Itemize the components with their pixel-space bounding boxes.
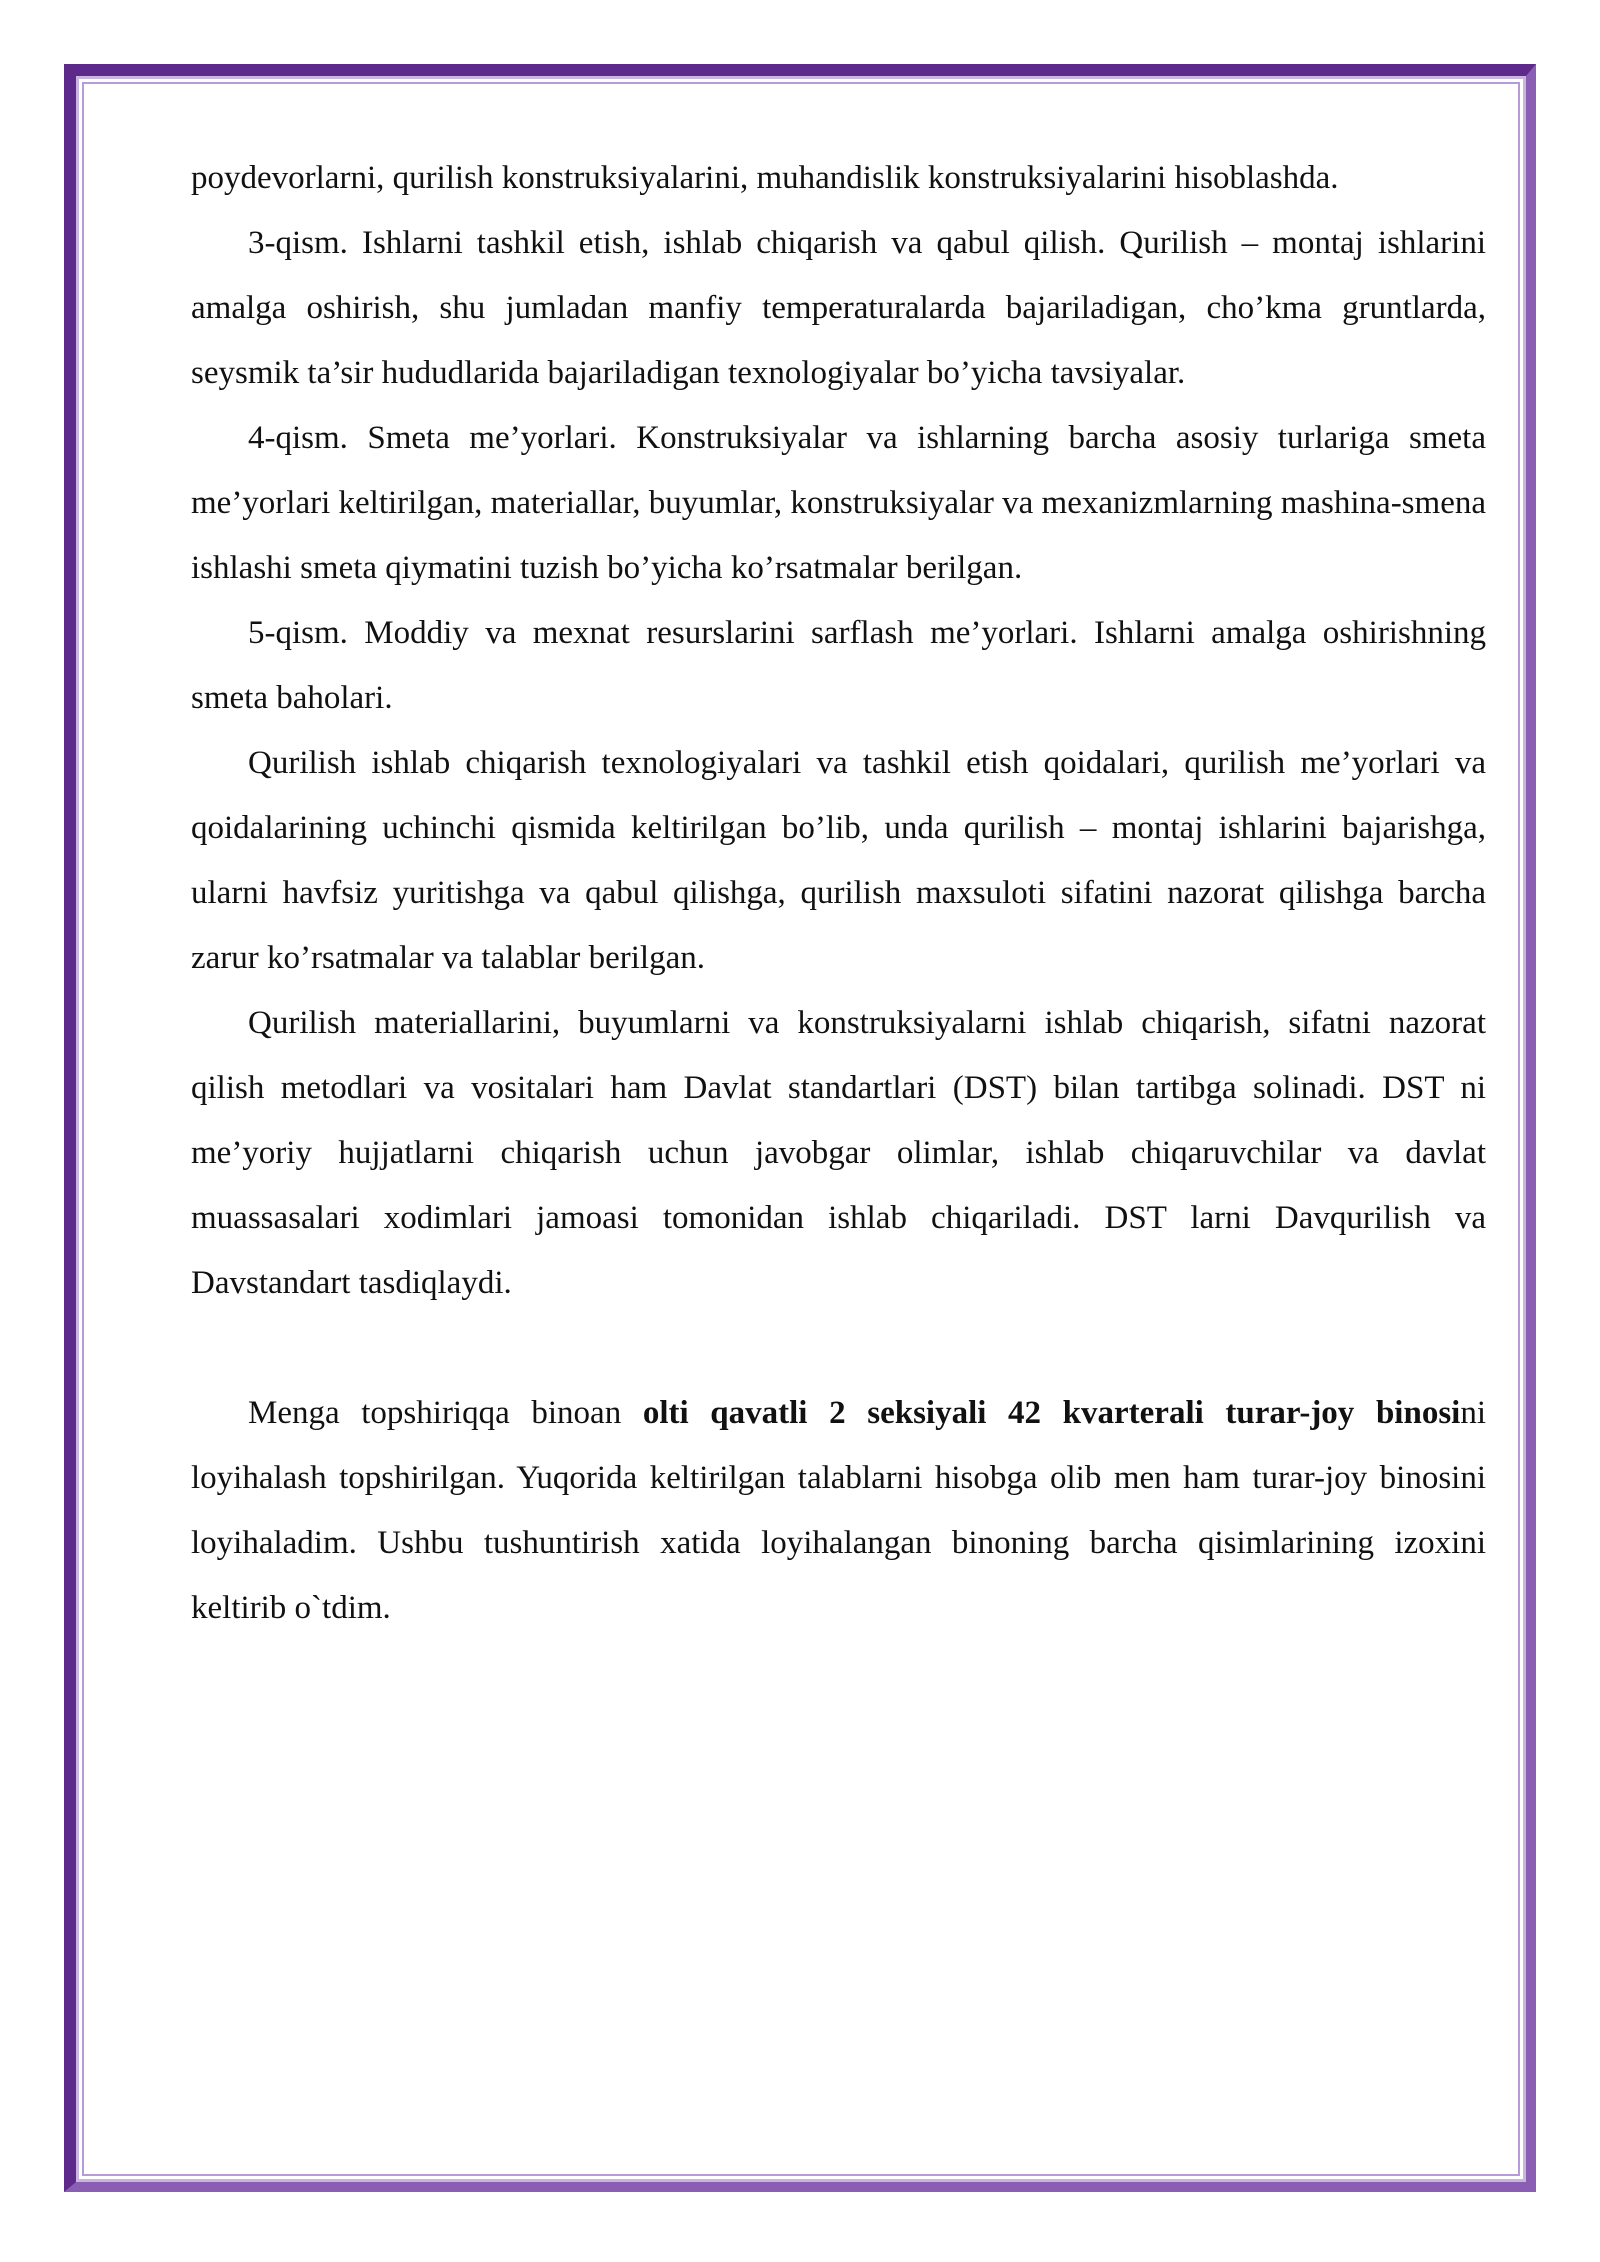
assignment-rest-text: ni loyihalash topshirilgan. Yuqorida keltirilgan talablarni hisobga olib men ham turar-joy binosini loyihaladim. Ushbu tushuntirish xatida loyihalangan binoning barcha qisimlarining izoxini keltirib o`tdim. [191, 1395, 1486, 1626]
assignment-intro-text: Menga topshiriqqa binoan [248, 1395, 643, 1431]
paragraph-continuation: poydevorlarni, qurilish konstruksiyalarini, muhandislik konstruksiyalarini hisoblashda. [191, 160, 1339, 196]
document-body [191, 146, 1486, 1641]
paragraph-spacer [191, 1316, 1486, 1381]
paragraph-state-standards: Qurilish materiallarini, buyumlarni va konstruksiyalarni ishlab chiqarish, sifatni nazorat qilish metodlari va vositalari ham Davlat standartlari (DST) bilan tartibga solinadi. DST ni me’yoriy hujjatlarni chiqarish uchun javobgar olimlar, ishlab chiqaruvchilar va davlat muassasalari xodimlari jamoasi tomonidan ishlab chiqariladi. DST larni Davqurilish va Davstandart tasdiqlaydi. [191, 1005, 1486, 1301]
assignment-bold-text: olti qavatli 2 seksiyali 42 kvarterali turar-joy binosi [642, 1395, 1461, 1431]
paragraph-part-4: 4-qism. Smeta me’yorlari. Konstruksiyalar va ishlarning barcha asosiy turlariga smeta me’yorlari keltirilgan, materiallar, buyumlar, konstruksiyalar va mexanizmlarning mashina-smena ishlashi smeta qiymatini tuzish bo’yicha ko’rsatmalar berilgan. [191, 420, 1486, 586]
paragraph-part-3: 3-qism. Ishlarni tashkil etish, ishlab chiqarish va qabul qilish. Qurilish – montaj ishlarini amalga oshirish, shu jumladan manfiy temperaturalarda bajariladigan, cho’kma gruntlarda, seysmik ta’sir hududlarida bajariladigan texnologiyalar bo’yicha tavsiyalar. [191, 225, 1486, 391]
paragraph-part-5: 5-qism. Moddiy va mexnat resurslarini sarflash me’yorlari. Ishlarni amalga oshirishning smeta baholari. [191, 615, 1486, 716]
paragraph-technology-rules: Qurilish ishlab chiqarish texnologiyalari va tashkil etish qoidalari, qurilish me’yorlari va qoidalarining uchinchi qismida keltirilgan bo’lib, unda qurilish – montaj ishlarini bajarishga, ularni havfsiz yuritishga va qabul qilishga, qurilish maxsuloti sifatini nazorat qilishga barcha zarur ko’rsatmalar va talablar berilgan. [191, 745, 1486, 976]
paragraph-assignment [191, 1381, 1486, 1641]
